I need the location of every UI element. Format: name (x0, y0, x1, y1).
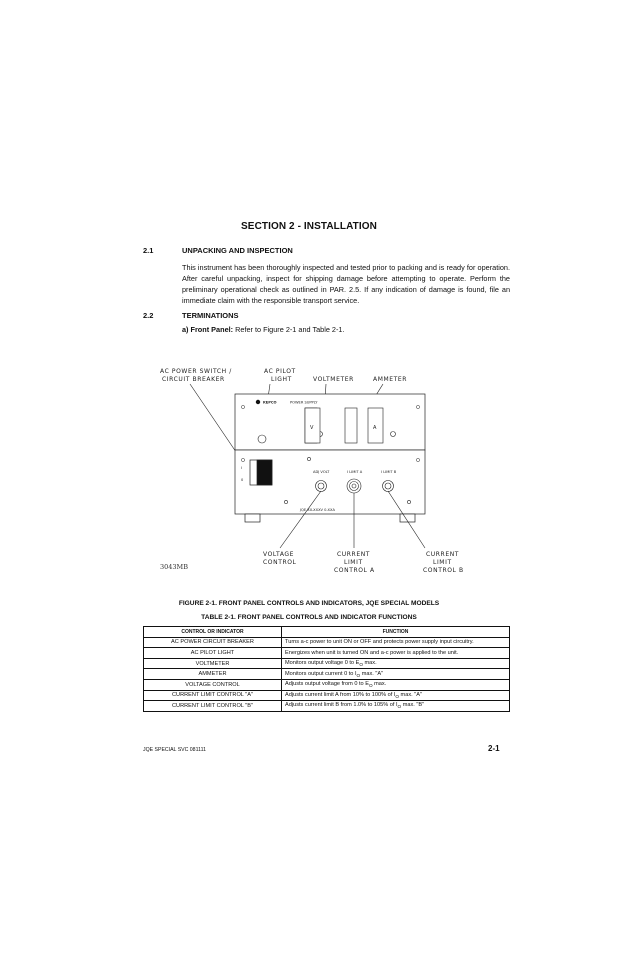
table-cell-control: AMMETER (144, 669, 282, 680)
table-cell-control: VOLTMETER (144, 658, 282, 669)
table-row (144, 648, 510, 659)
switch-mark-off: 0 (241, 478, 244, 482)
callout-current-limit-a-line2: LIMIT (344, 559, 363, 566)
knob-label-ilimit-b: I LIMIT B (381, 470, 397, 474)
unpacking-paragraph: This instrument has been thoroughly inspected and tested prior to packing and is ready for operation. After careful unpacking, inspect for shipping damage before attempting to operate. Perform the preliminary operational check as outlined in PAR. 2.5. If any indication of damage is found, file an immediate claim with the responsible transport service. (182, 263, 510, 305)
table-header-function: FUNCTION (282, 627, 510, 638)
callout-ac-power-switch-line2: CIRCUIT BREAKER (162, 376, 225, 383)
table-cell-function: Adjusts current limit B from 1.0% to 105% of $I_O$ max. "B" (282, 701, 510, 712)
table-cell-function: Monitors output voltage 0 to $E_O$ max. (282, 658, 510, 669)
panel-product: POWER SUPPLY (290, 400, 318, 405)
callout-ammeter: AMMETER (373, 376, 408, 383)
range-label: JQE XX-XXXV 0-XXA (300, 508, 335, 512)
voltmeter-symbol: V (310, 425, 314, 431)
callout-current-limit-a-line1: CURRENT (337, 551, 371, 558)
table-row (144, 658, 510, 669)
section-heading-unpacking: UNPACKING AND INSPECTION (182, 246, 293, 255)
knob-label-voltage: ADJ VOLT (313, 470, 330, 474)
callout-current-limit-b-line3: CONTROL B (423, 567, 464, 574)
table-cell-control: AC PILOT LIGHT (144, 648, 282, 659)
table-caption: TABLE 2-1. FRONT PANEL CONTROLS AND INDICATOR FUNCTIONS (201, 614, 417, 621)
screw-icon (241, 405, 244, 408)
table-row (144, 701, 510, 712)
callout-ac-pilot-line1: AC PILOT (264, 368, 296, 375)
meter-screw-icon (391, 432, 396, 437)
table-row (144, 690, 510, 701)
table-cell-function: Monitors output current 0 to $I_O$ max. "A" (282, 669, 510, 680)
callout-current-limit-b-line1: CURRENT (426, 551, 460, 558)
table-row (144, 637, 510, 648)
table-cell-function: Adjusts output voltage from 0 to $E_O$ max. (282, 679, 510, 690)
kepco-logo-icon (256, 400, 260, 404)
ammeter-window (345, 408, 357, 443)
screw-icon (416, 405, 419, 408)
section-title: SECTION 2 - INSTALLATION (241, 221, 377, 232)
knob-label-ilimit-a: I LIMIT A (347, 470, 363, 474)
callout-voltmeter: VOLTMETER (313, 376, 354, 383)
section-number-2-1: 2.1 (143, 246, 154, 255)
front-panel-figure (150, 360, 470, 585)
table-row (144, 679, 510, 690)
section-number-2-2: 2.2 (143, 311, 154, 320)
callout-voltage-control-line2: CONTROL (263, 559, 297, 566)
controls-table (143, 626, 510, 712)
table-cell-control: AC POWER CIRCUIT BREAKER (144, 637, 282, 648)
screw-icon (284, 500, 287, 503)
footer-doc-id: JQE SPECIAL SVC 081111 (143, 747, 206, 753)
table-cell-control: VOLTAGE CONTROL (144, 679, 282, 690)
ammeter-symbol: A (373, 425, 377, 431)
drawing-number: 3043MB (160, 563, 188, 571)
panel-brand: KEPCO (263, 400, 277, 405)
front-panel-reference (182, 325, 345, 334)
footer-page-number: 2-1 (488, 744, 500, 753)
table-header-control: CONTROL OR INDICATOR (144, 627, 282, 638)
callout-ac-pilot-line2: LIGHT (271, 376, 292, 383)
table-cell-function: Energizes when unit is turned ON and a-c power is applied to the unit. (282, 648, 510, 659)
table-cell-control: CURRENT LIMIT CONTROL "A" (144, 690, 282, 701)
table-row (144, 669, 510, 680)
callout-current-limit-b-line2: LIMIT (433, 559, 452, 566)
front-panel-text: Refer to Figure 2-1 and Table 2-1. (233, 325, 345, 334)
callout-current-limit-a-line3: CONTROL A (334, 567, 375, 574)
screw-icon (407, 500, 410, 503)
front-panel-label: a) Front Panel: (182, 325, 234, 334)
screw-icon (416, 458, 419, 461)
table-cell-function: Adjusts current limit A from 10% to 100% of $I_O$ max. "A" (282, 690, 510, 701)
ac-pilot-light-icon (258, 435, 266, 443)
table-cell-function: Turns a-c power to unit ON or OFF and protects power supply input circuitry. (282, 637, 510, 648)
switch-mark-on: I (241, 466, 243, 470)
table-header-row (144, 627, 510, 638)
section-heading-terminations: TERMINATIONS (182, 311, 239, 320)
table-cell-control: CURRENT LIMIT CONTROL "B" (144, 701, 282, 712)
switch-rocker-icon (257, 460, 272, 485)
panel-foot-left (245, 514, 260, 522)
screw-icon (307, 457, 310, 460)
callout-ac-power-switch-line1: AC POWER SWITCH / (160, 368, 232, 375)
figure-caption: FIGURE 2-1. FRONT PANEL CONTROLS AND INDICATORS, JQE SPECIAL MODELS (178, 600, 440, 607)
callout-voltage-control-line1: VOLTAGE (263, 551, 295, 558)
screw-icon (241, 458, 244, 461)
